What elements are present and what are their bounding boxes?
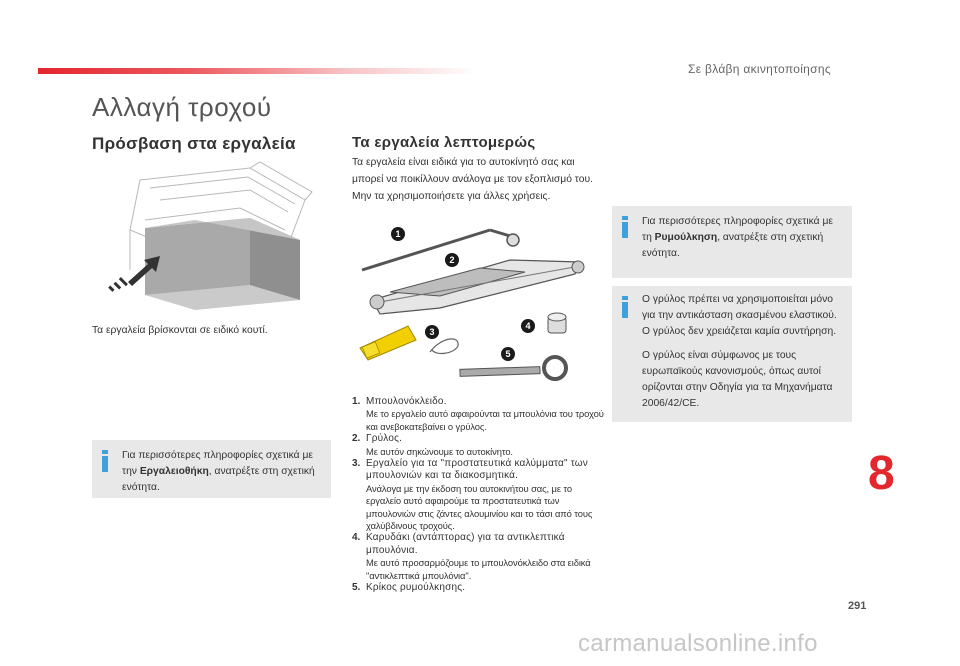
- callout-2: 2: [449, 255, 455, 265]
- info-box-toolbox: Για περισσότερες πληροφορίες σχετικά με την Εργαλειοθήκη, ανατρέξτε στη σχετική ενότητα.: [92, 440, 331, 498]
- subtitle-tool-access: Πρόσβαση στα εργαλεία: [92, 134, 296, 153]
- callout-3: 3: [429, 327, 435, 337]
- header-accent-bar: [38, 68, 478, 74]
- callout-5: 5: [505, 349, 511, 359]
- page-number: 291: [848, 600, 867, 612]
- jack-note-maintenance: Ο γρύλος δεν χρειάζεται καμία συντήρηση.: [642, 326, 837, 337]
- subtitle-tools-detail: Τα εργαλεία λεπτομερώς: [352, 134, 536, 151]
- tools-intro-text: Τα εργαλεία είναι ειδικά για το αυτοκίνητό σας και μπορεί να ποικίλλουν ανάλογα με τον εξοπλισμό του. Μην τα χρησιμοποιήσετε για άλλες χρήσεις.: [352, 157, 593, 202]
- jack-drawing: [370, 260, 584, 314]
- info-icon: [622, 296, 628, 318]
- callout-1: 1: [395, 229, 401, 239]
- info-box-towing: Για περισσότερες πληροφορίες σχετικά με τη Ρυμούλκηση, ανατρέξτε στη σχετική ενότητα.: [612, 206, 852, 278]
- towing-link-text: Ρυμούλκηση: [654, 232, 718, 243]
- adapter-socket-drawing: [548, 313, 566, 333]
- towing-eye-drawing: [460, 357, 566, 379]
- cover-tool-drawing: [360, 326, 416, 360]
- section-title: Σε βλάβη ακινητοποίησης: [688, 62, 831, 76]
- tools-illustration: [350, 222, 600, 392]
- list-item: 3. Εργαλείο για τα "προστατευτικά καλύμματα" των μπουλονιών και τα διακοσμητικά. Ανάλογα με την έκδοση του αυτοκινήτου σας, με το εργαλείο αυτό αφαιρούμε τα προστατευτικά των μπουλονιών στις ζάντες αλουμινίου και το τάσι από τους χαλύβδινους τροχούς.: [352, 458, 593, 532]
- chapter-number: 8: [868, 447, 895, 500]
- watermark: carmanualsonline.info: [578, 630, 818, 657]
- info-box-jack: [612, 286, 852, 422]
- jack-note-usage: Ο γρύλος πρέπει να χρησιμοποιείται μόνο για την αντικάσταση σκασμένου ελαστικού.: [642, 294, 837, 321]
- callout-4: 4: [525, 321, 531, 331]
- hook-wire-drawing: [430, 339, 458, 354]
- info-icon: [622, 216, 628, 238]
- list-item: 4. Καρυδάκι (αντάπτορας) για τα αντικλεπτικά μπουλόνια. Με αυτό προσαρμόζουμε το μπουλονόκλειδο στα ειδικά "αντικλεπτικά μπουλόνια".: [352, 532, 591, 581]
- info-icon: [102, 450, 108, 472]
- page-title: Αλλαγή τροχού: [92, 92, 272, 122]
- jack-note-compliance: Ο γρύλος είναι σύμφωνος με τους ευρωπαϊκούς κανονισμούς, όπως αυτοί ορίζονται στην Οδηγία για τα Μηχανήματα 2006/42/CE.: [642, 350, 833, 409]
- list-item: 2. Γρύλος. Με αυτόν σηκώνουμε το αυτοκίνητο.: [352, 433, 513, 457]
- list-item: 5. Κρίκος ρυμούλκησης.: [352, 582, 466, 594]
- tools-list: [352, 396, 604, 595]
- seat-toolbox-illustration: [100, 160, 320, 310]
- list-item: 1. Μπουλονόκλειδο. Με το εργαλείο αυτό αφαιρούνται τα μπουλόνια του τροχού και ανεβοκατεβαίνει ο γρύλος.: [352, 396, 604, 432]
- toolbox-link-text: Εργαλειοθήκη: [139, 466, 209, 477]
- toolbox-caption: Τα εργαλεία βρίσκονται σε ειδικό κουτί.: [92, 325, 268, 336]
